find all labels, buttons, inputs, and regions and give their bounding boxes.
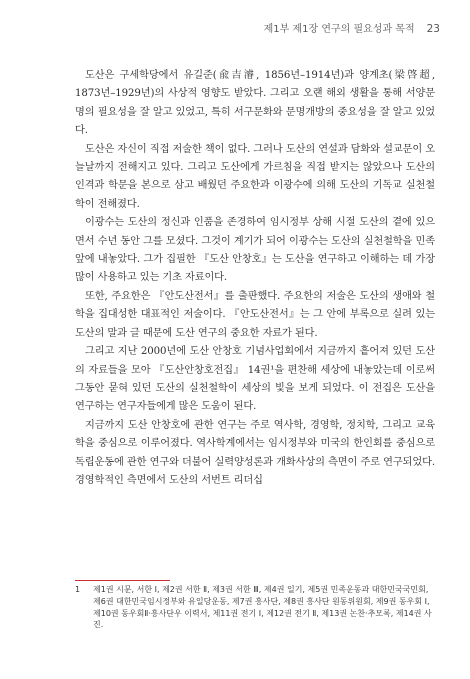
footnote [75,584,435,631]
paragraph: 이광수는 도산의 정신과 인품을 존경하여 임시정부 상해 시절 도산의 곁에 있으면서 수년 동안 그를 모셨다. 그것이 계기가 되어 이광수는 도산의 실천철학을 민족 앞에 내놓았다. 그가 집필한 『도산 안창호』는 도산을 연구하고 이해하는 데 가장 많이 사용하고 있는 기초 자료이다. [75,217,435,284]
paragraph: 또한, 주요한은 『안도산전서』를 출판했다. 주요한의 저술은 도산의 생애와 철학을 집대성한 대표적인 저술이다. 『안도산전서』는 그 안에 부록으로 실려 있는 도산의 말과 글 때문에 도산 연구의 중요한 자료가 된다. [75,290,435,339]
paragraph: 지금까지 도산 안창호에 관한 연구는 주로 역사학, 경영학, 정치학, 그리고 교육학을 중심으로 이루어졌다. 역사학계에서는 임시정부와 미국의 한인회를 중심으로 독립운동에 관한 연구와 더불어 실력양성론과 개화사상의 측면이 주로 연구되었다. 경영학적인 측면에서 도산의 서번트 리더십 [75,419,435,486]
paragraph: 그리고 지난 2000년에 도산 안창호 기념사업회에서 지금까지 흩어져 있던 도산의 자료들을 모아 『도산안창호전집』 14권¹을 편찬해 세상에 내놓았는데 이로써 그동안 묻혀 있던 도산의 실천철학이 세상의 빛을 보게 되었다. 이 전집은 도산을 연구하는 연구자들에게 많은 도움이 된다. [75,346,435,413]
paragraph: 도산은 자신이 직접 저술한 책이 없다. 그러나 도산의 연설과 담화와 설교문이 오늘날까지 전해지고 있다. 그리고 도산에게 가르침을 직접 받지는 않았으나 도산의 인격과 학문을 본으로 삼고 배웠던 주요한과 이광수에 의해 도산의 기독교 실천철학이 전해졌다. [75,143,435,210]
footnote-divider [75,580,170,581]
running-header [264,20,440,35]
footnote-number: 1 [75,585,81,594]
running-title: 제1부 제1장 연구의 필요성과 목적 [263,24,415,35]
footnote-text: 제1권 시문, 서한 Ⅰ, 제2권 서한 Ⅱ, 제3권 서한 Ⅲ, 제4권 일기, 제5권 민족운동과 대한민국국민회, 제6권 대한민국임시정부와 유일당운동, 제7권 흥사단, 제8권 흥사단 원동위원회, 제9권 동우회 Ⅰ, 제10권 동우회Ⅱ·흥사단우 이력서, 제11권 전기 Ⅰ, 제12권 전기 Ⅱ, 제13권 논찬·추모록, 제14권 사진. [93,585,432,630]
page-number: 23 [426,23,440,35]
paragraph: 도산은 구세학당에서 유길준(兪吉濬, 1856년–1914년)과 양계초(梁啓超, 1873년–1929년)의 사상적 영향도 받았다. 그리고 오랜 해외 생활을 통해 서양문명의 필요성을 잘 알고 있었고, 특히 서구문화와 문명개방의 중요성을 잘 알고 있었다. [75,70,435,137]
body-text [75,67,435,490]
